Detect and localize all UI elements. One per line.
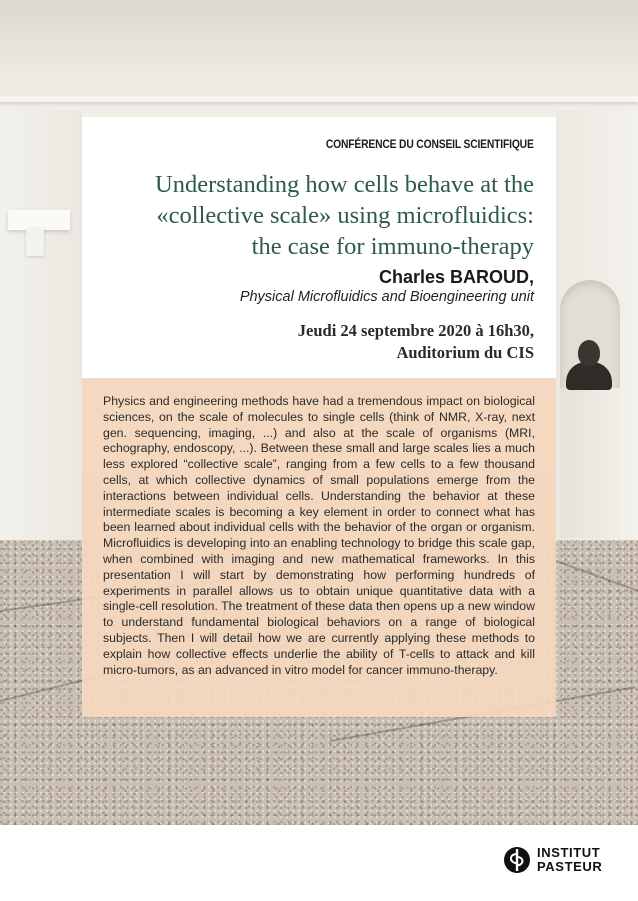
event-date: Jeudi 24 septembre 2020 à 16h30,	[297, 321, 534, 340]
logo-wordmark	[537, 846, 602, 874]
ceiling	[0, 0, 638, 120]
wall-lamp	[8, 210, 70, 230]
event-venue: Auditorium du CIS	[396, 343, 534, 362]
talk-title-line: the case for immuno-therapy	[251, 233, 534, 260]
bust-shoulders	[566, 362, 612, 390]
institut-pasteur-logo	[500, 843, 630, 879]
logo-line-1: INSTITUT	[537, 845, 601, 860]
abstract-panel	[82, 378, 556, 717]
pasteur-logo-icon	[503, 846, 531, 874]
logo-line-2: PASTEUR	[537, 859, 603, 874]
ceiling-moulding	[0, 96, 638, 102]
series-label: CONFÉRENCE DU CONSEIL SCIENTIFIQUE	[326, 137, 534, 151]
speaker-name: Charles BAROUD,	[378, 267, 534, 287]
talk-title-line: Understanding how cells behave at the	[155, 171, 534, 198]
talk-title-line: «collective scale» using microfluidics:	[156, 202, 534, 229]
wall-lamp-stem	[26, 228, 44, 256]
header-panel	[82, 117, 556, 378]
abstract-text: Physics and engineering methods have had a tremendous impact on biological sciences, on the scale of molecules to single cells (think of NMR, X-ray, next gen. sequencing, imaging, ...) and also at the scale of organisms (MRI, echography, endoscopy, ...). Between these small and large scales lies a much less explored “collective scale”, ranging from a few cells to a few thousand cells, at which collective dynamics of small populations emerge from the interactions between individual cells. Understanding the behavior at these intermediate scales is becoming a key element in order to connect what has been learned about individual cells with the behavior of the organ or organism. Microfluidics is developing into an enabling technology to bridge this scale gap, when combined with imaging and new mathematical frameworks. In this presentation I will start by demonstrating how performing hundreds of experiments in parallel allows us to obtain unique quantitative data with a single-cell resolution. The treatment of these data then opens up a new window to understand fundamental biological behaviors on a range of biological subjects. Then I will detail how we are currently applying these methods to explain how collective effects underlie the ability of T-cells to attack and kill micro-tumors, as an advanced in vitro model for cancer immuno-therapy.	[103, 394, 535, 677]
bust-head	[578, 340, 600, 366]
talk-title	[94, 169, 534, 262]
pedestal	[560, 388, 620, 538]
speaker-unit: Physical Microfluidics and Bioengineering unit	[239, 289, 534, 305]
left-wall	[0, 110, 82, 580]
